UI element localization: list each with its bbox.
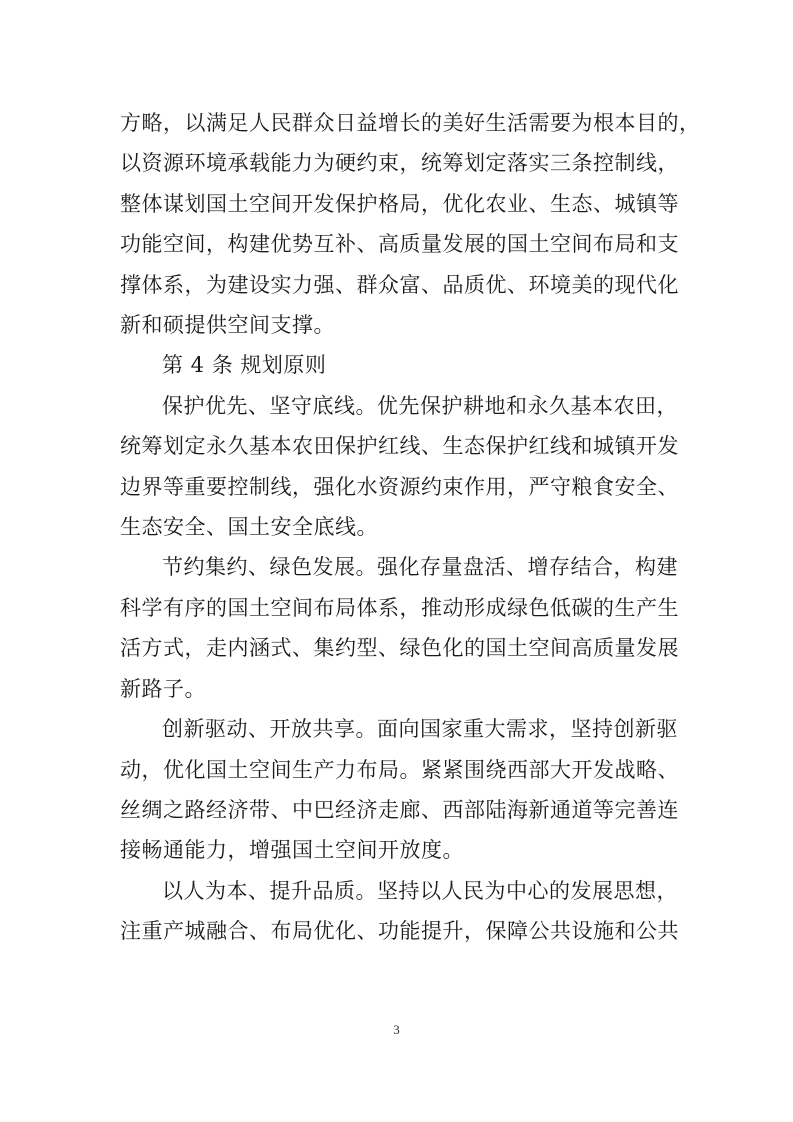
paragraph-green-development (120, 547, 680, 709)
paragraph-people-oriented (120, 871, 680, 952)
text-line: 注重产城融合、布局优化、功能提升，保障公共设施和公共 (120, 919, 679, 944)
text-line: 创新驱动、开放共享。面向国家重大需求，坚持创新驱 (162, 717, 678, 742)
text-line: 节约集约、绿色发展。强化存量盘活、增存结合，构建 (162, 555, 678, 580)
document-body (120, 103, 701, 952)
text-line: 新路子。 (120, 676, 206, 701)
text-line: 边界等重要控制线，强化水资源约束作用，严守粮食安全、 (120, 474, 679, 499)
heading-text: 第 4 条 规划原则 (162, 353, 327, 378)
text-line: 保护优先、坚守底线。优先保护耕地和永久基本农田， (162, 393, 678, 418)
paragraph-protection-first (120, 386, 680, 548)
section-heading (120, 345, 680, 385)
text-line: 新和硕提供空间支撑。 (120, 313, 335, 338)
text-line: 以人为本、提升品质。坚持以人民为中心的发展思想， (162, 878, 678, 903)
text-line: 方略，以满足人民群众日益增长的美好生活需要为根本目的， (120, 111, 701, 135)
paragraph-innovation-openness (120, 709, 680, 871)
text-line: 生态安全、国土安全底线。 (120, 515, 378, 540)
text-line: 功能空间，构建优势互补、高质量发展的国土空间布局和支 (120, 232, 679, 257)
text-line: 活方式，走内涵式、集约型、绿色化的国土空间高质量发展 (120, 636, 679, 661)
text-line: 撑体系，为建设实力强、群众富、品质优、环境美的现代化 (120, 272, 679, 297)
text-line: 以资源环境承载能力为硬约束，统筹划定落实三条控制线， (120, 151, 679, 176)
text-line: 丝绸之路经济带、中巴经济走廊、西部陆海新通道等完善连 (120, 797, 679, 822)
text-line: 统筹划定永久基本农田保护红线、生态保护红线和城镇开发 (120, 434, 679, 459)
paragraph-continuation (120, 103, 701, 345)
text-line: 科学有序的国土空间布局体系，推动形成绿色低碳的生产生 (120, 595, 679, 620)
page-number: 3 (393, 1022, 400, 1037)
text-line: 动，优化国土空间生产力布局。紧紧围绕西部大开发战略、 (120, 757, 679, 782)
text-line: 接畅通能力，增强国土空间开放度。 (120, 838, 464, 863)
text-line: 整体谋划国土空间开发保护格局，优化农业、生态、城镇等 (120, 191, 679, 216)
